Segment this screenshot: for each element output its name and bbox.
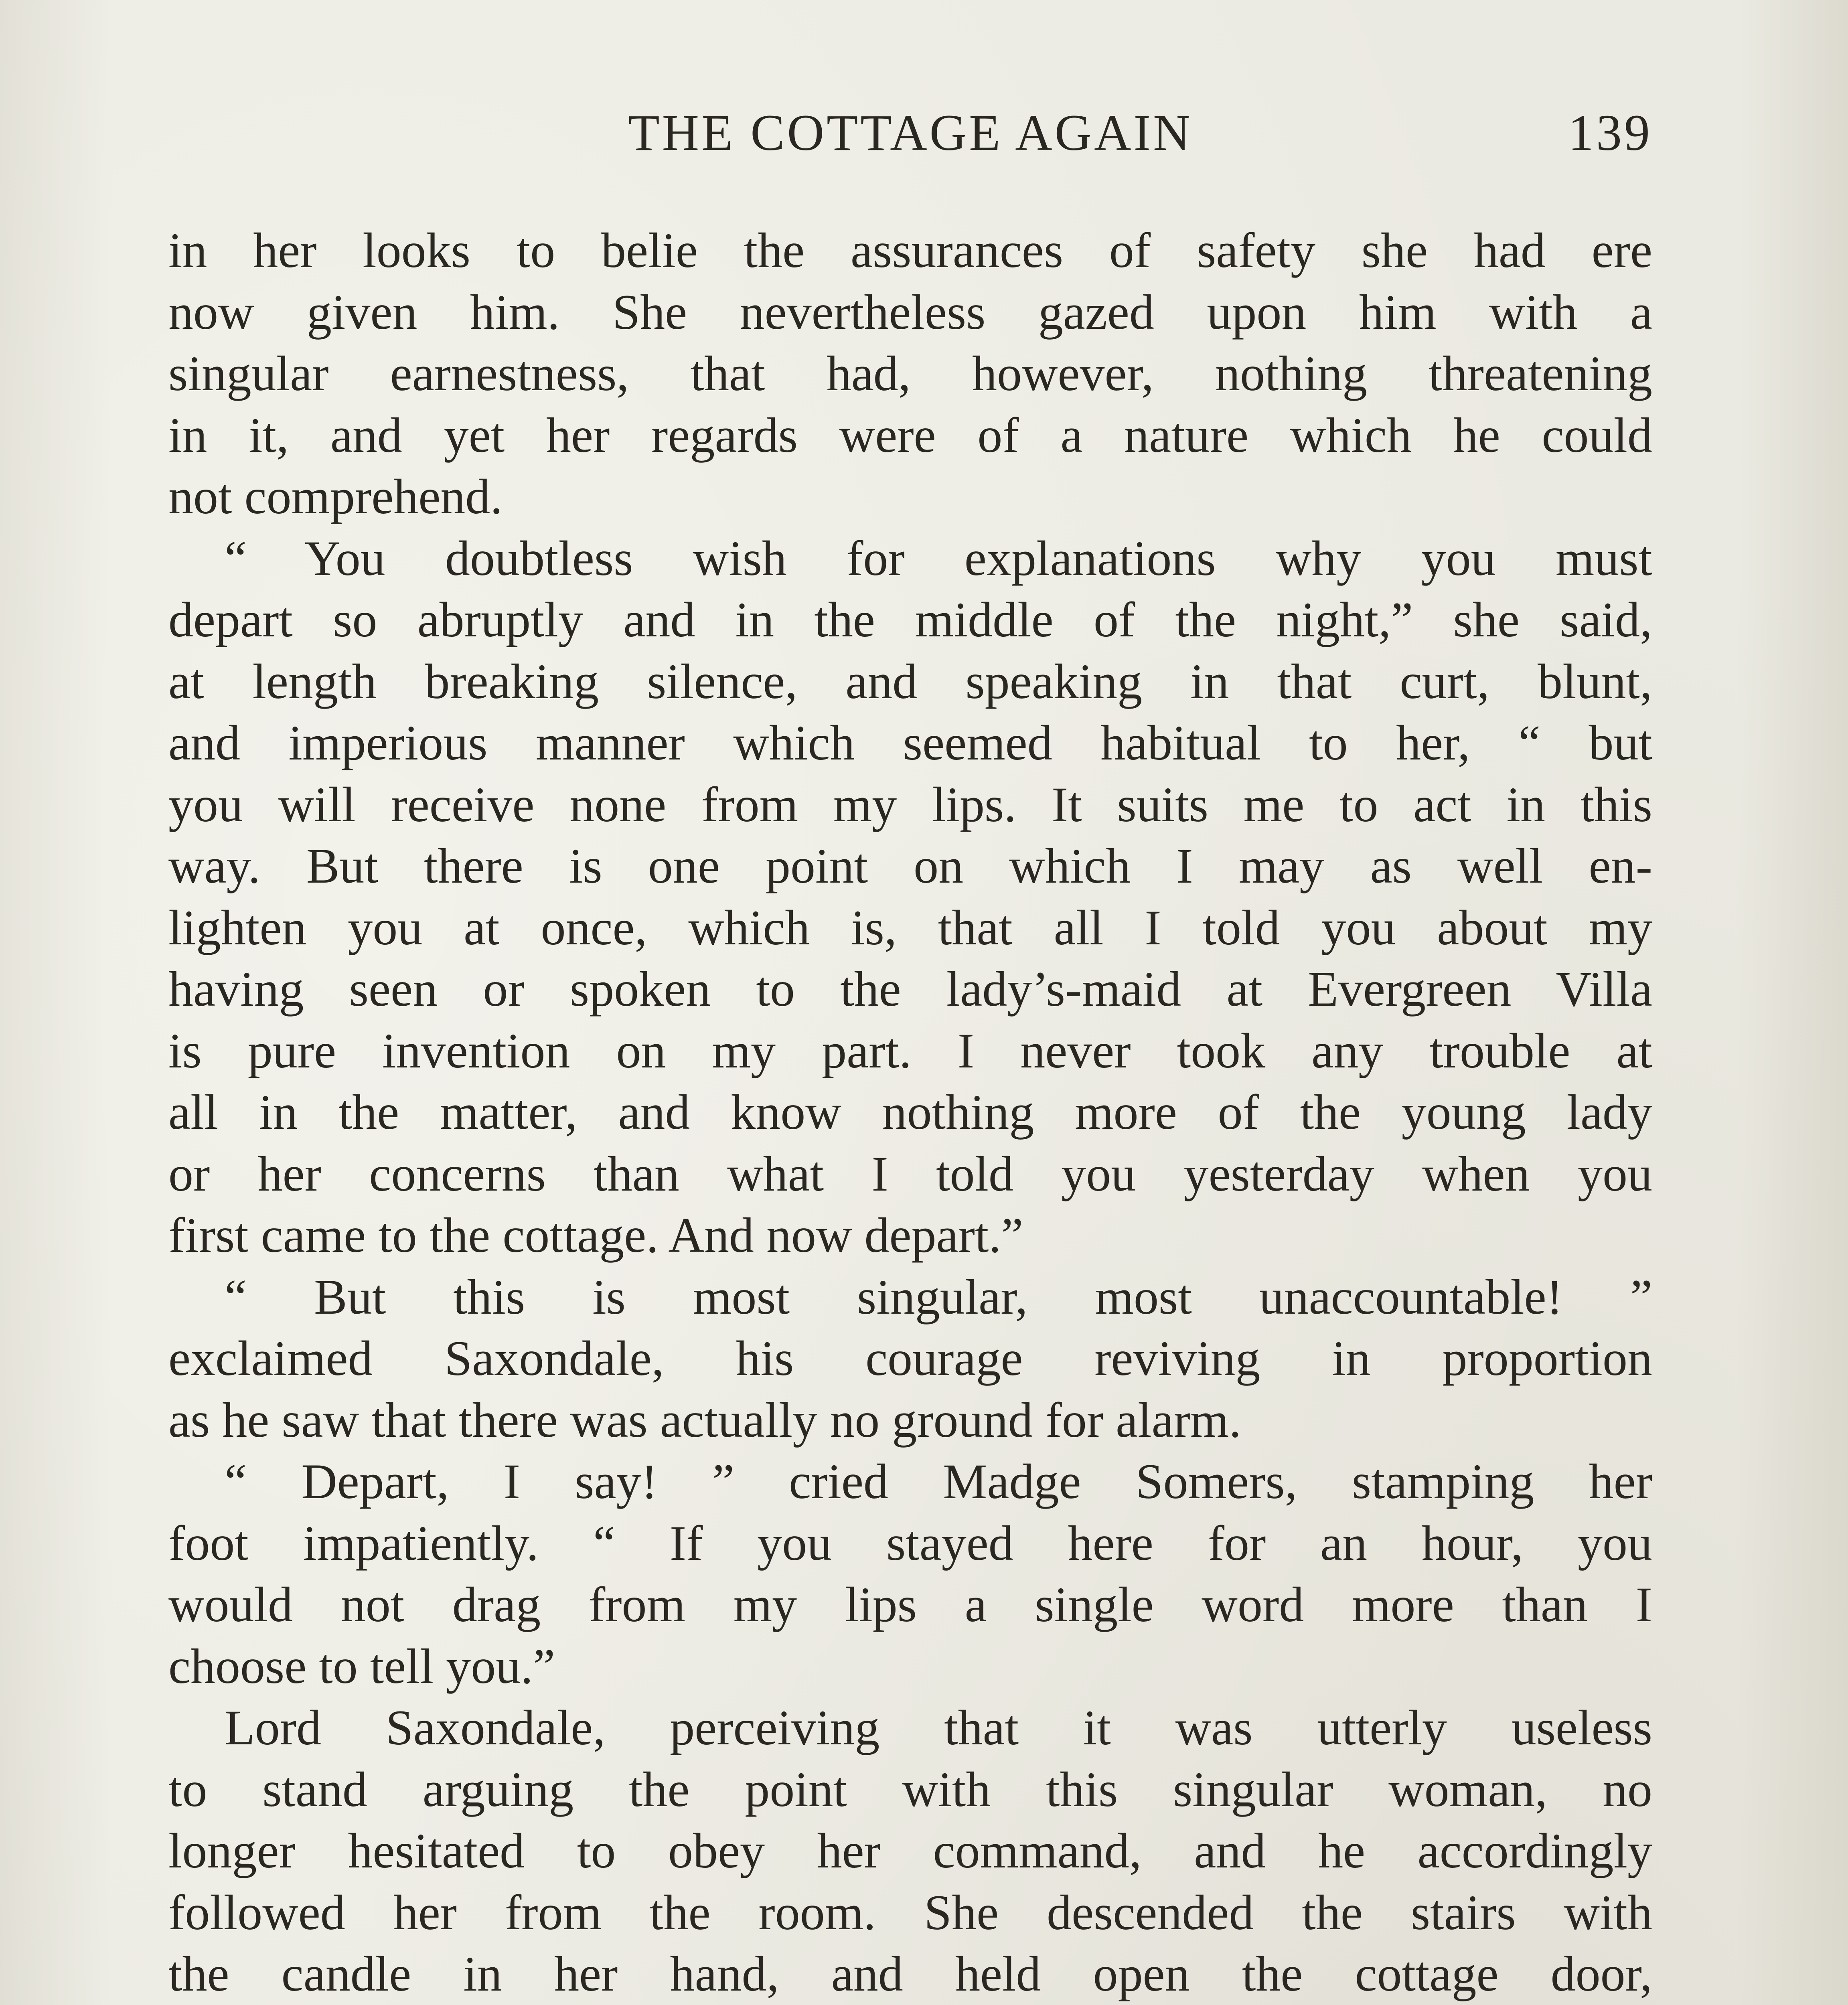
text-line: at length breaking silence, and speaking in that curt, blunt, bbox=[168, 654, 1652, 709]
text-line: or her concerns than what I told you yesterday when you bbox=[168, 1146, 1652, 1201]
text-line: Lord Saxondale, perceiving that it was utterly useless bbox=[225, 1700, 1652, 1755]
text-line: to stand arguing the point with this singular woman, no bbox=[168, 1762, 1652, 1817]
text-line: all in the matter, and know nothing more of the young lady bbox=[168, 1085, 1652, 1140]
running-header bbox=[168, 103, 1652, 184]
text-line: would not drag from my lips a single word more than I bbox=[168, 1577, 1652, 1632]
text-line: lighten you at once, which is, that all I told you about my bbox=[168, 900, 1652, 955]
text-line: choose to tell you.” bbox=[168, 1638, 555, 1694]
text-line: depart so abruptly and in the middle of the night,” she said, bbox=[168, 592, 1652, 647]
text-line: first came to the cottage. And now depart.” bbox=[168, 1208, 1023, 1263]
chapter-title: THE COTTAGE AGAIN bbox=[628, 104, 1193, 161]
text-line: in her looks to belie the assurances of safety she had ere bbox=[168, 223, 1652, 278]
text-line: “ Depart, I say! ” cried Madge Somers, stamping her bbox=[225, 1454, 1652, 1509]
text-line: foot impatiently. “ If you stayed here for an hour, you bbox=[168, 1515, 1652, 1571]
body-text bbox=[168, 220, 1652, 2005]
text-line: the candle in her hand, and held open the cottage door, bbox=[168, 1946, 1652, 2001]
text-line: not comprehend. bbox=[168, 469, 503, 524]
text-line: is pure invention on my part. I never took any trouble at bbox=[168, 1023, 1652, 1078]
text-line: you will receive none from my lips. It suits me to act in this bbox=[168, 777, 1652, 832]
page-number: 139 bbox=[1568, 104, 1652, 161]
text-line: longer hesitated to obey her command, and he accordingly bbox=[168, 1823, 1652, 1878]
text-line: as he saw that there was actually no ground for alarm. bbox=[168, 1392, 1242, 1448]
text-line: “ But this is most singular, most unaccountable! ” bbox=[225, 1269, 1652, 1325]
text-line: “ You doubtless wish for explanations why you must bbox=[225, 531, 1652, 586]
text-line: way. But there is one point on which I may as well en- bbox=[168, 838, 1652, 893]
text-line: in it, and yet her regards were of a nature which he could bbox=[168, 407, 1652, 463]
text-line: exclaimed Saxondale, his courage reviving in proportion bbox=[168, 1331, 1652, 1386]
text-line: and imperious manner which seemed habitual to her, “ but bbox=[168, 715, 1652, 770]
text-line: followed her from the room. She descended the stairs with bbox=[168, 1885, 1652, 1940]
text-line: singular earnestness, that had, however, nothing threatening bbox=[168, 346, 1652, 401]
text-line: having seen or spoken to the lady’s-maid at Evergreen Villa bbox=[168, 962, 1652, 1017]
text-line: now given him. She nevertheless gazed upon him with a bbox=[168, 284, 1652, 340]
